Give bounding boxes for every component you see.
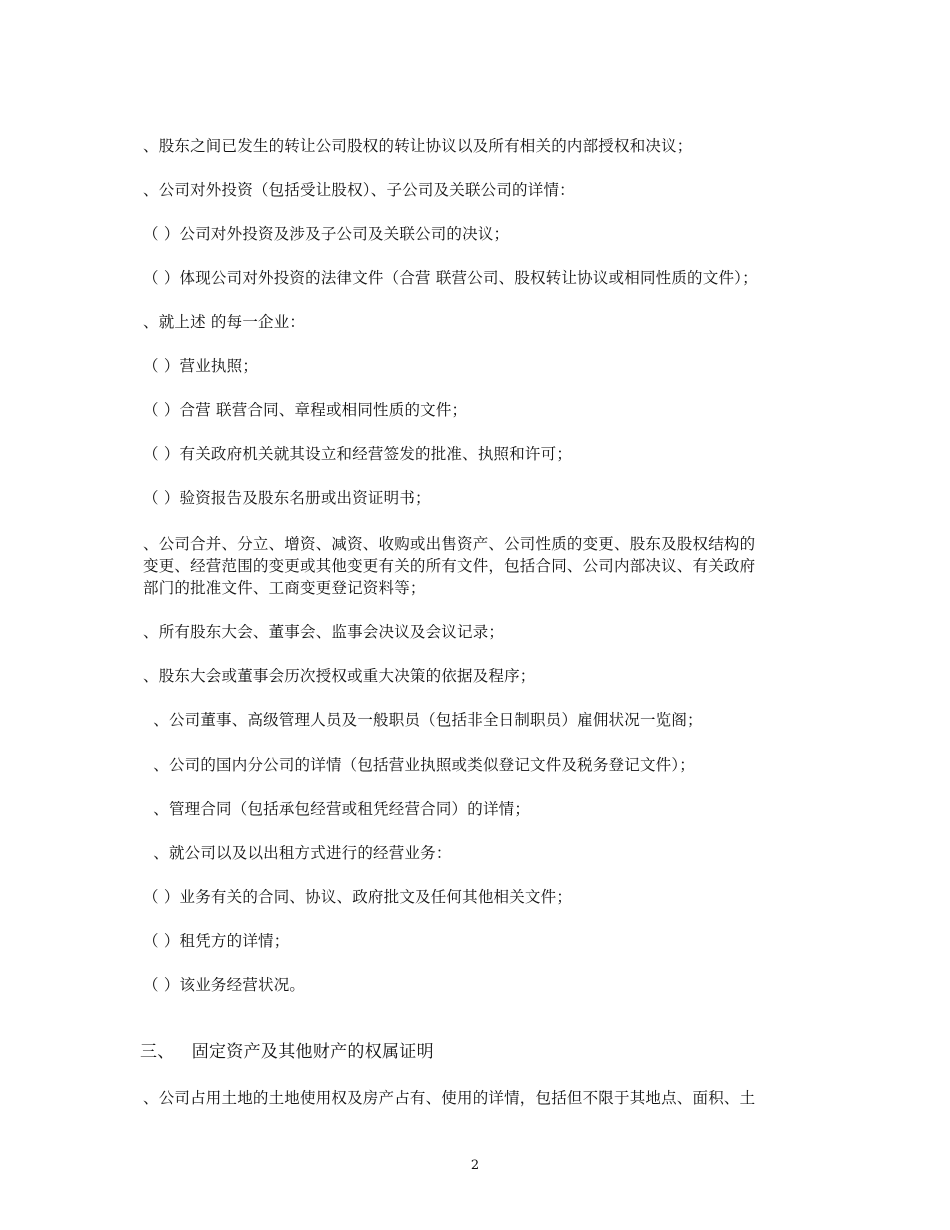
list-item: 、就上述 的每一企业： [143,313,306,331]
page-number: 2 [470,1158,480,1173]
paragraph [143,533,815,599]
list-item: 、股东大会或董事会历次授权或重大决策的依据及程序； [143,667,536,685]
list-item: （ ）租凭方的详情； [143,932,290,950]
list-item: （ ）验资报告及股东名册或出资证明书； [143,489,431,507]
list-item: （ ）有关政府机关就其设立和经营签发的批准、执照和许可； [143,445,573,463]
paragraph-line: 、公司合并、分立、增资、减资、收购或出售资产、公司性质的变更、股东及股权结构的 [143,535,756,553]
list-item: （ ）业务有关的合同、协议、政府批文及任何其他相关文件； [143,888,573,906]
paragraph-line: 部门的批准文件、工商变更登记资料等； [143,579,426,597]
list-item: （ ）合营 联营合同、章程或相同性质的文件； [143,401,468,419]
list-item: 、管理合同（包括承包经营或租凭经营合同）的详情； [143,800,531,818]
list-item: 、公司对外投资（包括受让股权）、子公司及关联公司的详情： [143,181,575,199]
section-heading: 三、 固定资产及其他财产的权属证明 [140,1042,434,1062]
list-item: （ ）该业务经营状况。 [143,976,306,994]
paragraph-line: 变更、经营范围的变更或其他变更有关的所有文件，包括合同、公司内部决议、有关政府 [143,557,756,575]
list-item: 、就公司以及以出租方式进行的经营业务： [143,844,452,862]
list-item: （ ）体现公司对外投资的法律文件（合营 联营公司、股权转让协议或相同性质的文件）； [143,269,758,287]
list-item: 、公司的国内分公司的详情（包括营业执照或类似登记文件及税务登记文件）； [143,756,696,774]
list-item: （ ）公司对外投资及涉及子公司及关联公司的决议； [143,225,510,243]
list-item: 、公司董事、高级管理人员及一般职员（包括非全日制职员）雇佣状况一览阁； [143,711,703,729]
list-item: （ ）营业执照； [143,357,259,375]
list-item: 、所有股东大会、董事会、监事会决议及会议记录； [143,623,505,641]
list-item: 、股东之间已发生的转让公司股权的转让协议以及所有相关的内部授权和决议； [143,137,693,155]
list-item: 、公司占用土地的土地使用权及房产占有、使用的详情，包括但不限于其地点、面积、土 [143,1089,756,1107]
